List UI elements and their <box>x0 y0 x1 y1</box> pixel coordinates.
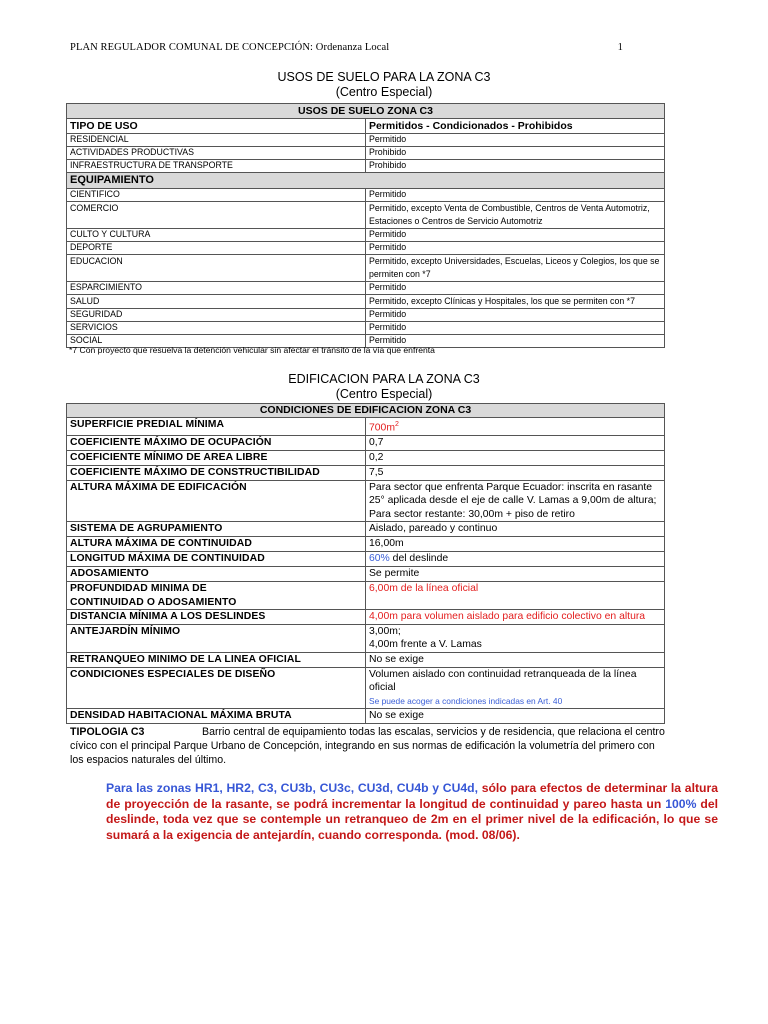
use-status: Permitido, excepto Venta de Combustible, Centros de Venta Automotriz, Estaciones o Centros de Servicio Automotriz <box>366 202 665 229</box>
note-percent: 100% <box>665 796 697 811</box>
page-header <box>70 42 623 53</box>
tipologia-label: TIPOLOGIA C3 <box>70 726 145 738</box>
row-label: ADOSAMIENTO <box>67 567 366 582</box>
table-row <box>67 229 665 242</box>
table-row <box>67 282 665 295</box>
section2-title: EDIFICACION PARA LA ZONA C3 <box>288 372 480 386</box>
use-type: SALUD <box>67 295 366 309</box>
use-type: COMERCIO <box>67 202 366 229</box>
row-value: Aislado, pareado y continuo <box>366 522 665 537</box>
use-type: EDUCACION <box>67 255 366 282</box>
page-number: 1 <box>617 42 623 53</box>
table-row <box>67 582 665 610</box>
use-status: Permitido <box>366 189 665 202</box>
table-row <box>67 450 665 465</box>
row-label: COEFICIENTE MÁXIMO DE OCUPACIÓN <box>67 435 366 450</box>
use-type: CIENTIFICO <box>67 189 366 202</box>
table-row <box>67 134 665 147</box>
row-value: $700m^2$ <box>366 418 665 436</box>
table-row <box>67 567 665 582</box>
table-row <box>67 322 665 335</box>
row-value: 60% del deslinde <box>366 552 665 567</box>
row-label: COEFICIENTE MÍNIMO DE AREA LIBRE <box>67 450 366 465</box>
row-label: ANTEJARDÍN MÍNIMO <box>67 624 366 652</box>
tipologia-paragraph <box>70 725 670 767</box>
modification-note <box>106 781 718 843</box>
section1-title: USOS DE SUELO PARA LA ZONA C3 <box>277 70 491 84</box>
table-row <box>67 202 665 229</box>
note-text-2: del deslinde, toda vez que se contemple un retranqueo de 2m en el primer nivel de la edificación, lo que se sumará a la exigencia de antejardín, cuando corresponda. (mod. 08/06). <box>106 796 718 842</box>
row-value: Se permite <box>366 567 665 582</box>
use-status: Permitido, excepto Clínicas y Hospitales, los que se permiten con *7 <box>366 295 665 309</box>
row-label: DENSIDAD HABITACIONAL MÁXIMA BRUTA <box>67 708 366 723</box>
row-value: 0,2 <box>366 450 665 465</box>
tipologia-text: Barrio central de equipamiento todas las escalas, servicios y de residencia, que relaciona el centro cívico con el principal Parque Urbano de Concepción, integrando en sus normas de edificación la volumetría del primero con los espacios naturales del último. <box>70 726 665 766</box>
table-row <box>67 465 665 480</box>
row-label: PROFUNDIDAD MINIMA DE CONTINUIDAD O ADOSAMIENTO <box>67 582 366 610</box>
use-status: Prohibido <box>366 160 665 173</box>
row-label: ALTURA MÁXIMA DE EDIFICACIÓN <box>67 480 366 521</box>
table-row <box>67 480 665 521</box>
table-row <box>67 418 665 436</box>
note-zones: Para las zonas HR1, HR2, C3, CU3b, CU3c, CU3d, CU4b y CU4d, <box>106 781 478 795</box>
use-status: Permitido <box>366 134 665 147</box>
table-row <box>67 189 665 202</box>
use-status: Permitido, excepto Universidades, Escuelas, Liceos y Colegios, los que se permiten con *7 <box>366 255 665 282</box>
table-row <box>67 242 665 255</box>
col-uso-header: Permitidos - Condicionados - Prohibidos <box>366 119 665 134</box>
table-row <box>67 309 665 322</box>
row-value: Para sector que enfrenta Parque Ecuador: inscrita en rasante 25° aplicada desde el eje de calle V. Lamas a 9,00m de altura; Para sector restante: 30,00m + piso de retiro <box>366 480 665 521</box>
table-row <box>67 255 665 282</box>
use-type: INFRAESTRUCTURA DE TRANSPORTE <box>67 160 366 173</box>
use-type: SOCIAL <box>67 335 366 348</box>
equipamiento-header: EQUIPAMIENTO <box>67 173 665 189</box>
row-label: LONGITUD MÁXIMA DE CONTINUIDAD <box>67 552 366 567</box>
row-value: 6,00m de la línea oficial <box>366 582 665 610</box>
use-type: CULTO Y CULTURA <box>67 229 366 242</box>
land-use-table-header: USOS DE SUELO ZONA C3 <box>67 104 665 119</box>
table-row <box>67 652 665 667</box>
row-value: No se exige <box>366 708 665 723</box>
row-value: 3,00m; 4,00m frente a V. Lamas <box>366 624 665 652</box>
use-type: SEGURIDAD <box>67 309 366 322</box>
use-type: RESIDENCIAL <box>67 134 366 147</box>
section2-subtitle: (Centro Especial) <box>335 387 433 401</box>
row-label: SUPERFICIE PREDIAL MÍNIMA <box>67 418 366 436</box>
use-type: SERVICIOS <box>67 322 366 335</box>
table-row <box>67 435 665 450</box>
table-row <box>67 667 665 708</box>
table-row <box>67 624 665 652</box>
use-status: Permitido <box>366 229 665 242</box>
use-status: Permitido <box>366 309 665 322</box>
row-value: 7,5 <box>366 465 665 480</box>
row-value: 0,7 <box>366 435 665 450</box>
table-row <box>67 147 665 160</box>
use-type: ESPARCIMIENTO <box>67 282 366 295</box>
use-type: ACTIVIDADES PRODUCTIVAS <box>67 147 366 160</box>
row-value: Volumen aislado con continuidad retranqueada de la línea oficial Se puede acoger a condiciones indicadas en Art. 40 <box>366 667 665 708</box>
land-use-table <box>66 103 665 348</box>
row-label: COEFICIENTE MÁXIMO DE CONSTRUCTIBILIDAD <box>67 465 366 480</box>
table-row <box>67 609 665 624</box>
use-status: Permitido <box>366 322 665 335</box>
row-label: SISTEMA DE AGRUPAMIENTO <box>67 522 366 537</box>
use-status: Permitido <box>366 242 665 255</box>
table-row <box>67 160 665 173</box>
building-conditions-table <box>66 403 665 724</box>
use-type: DEPORTE <box>67 242 366 255</box>
row-label: CONDICIONES ESPECIALES DE DISEÑO <box>67 667 366 708</box>
table-row <box>67 708 665 723</box>
header-title: PLAN REGULADOR COMUNAL DE CONCEPCIÓN: Ordenanza Local <box>70 42 390 53</box>
section1-subtitle: (Centro Especial) <box>335 85 433 99</box>
use-status: Prohibido <box>366 147 665 160</box>
building-table-header: CONDICIONES DE EDIFICACION ZONA C3 <box>67 404 665 418</box>
table-row <box>67 552 665 567</box>
table-row <box>67 295 665 309</box>
col-tipo-header: TIPO DE USO <box>67 119 366 134</box>
use-status: Permitido <box>366 335 665 348</box>
row-label: ALTURA MÁXIMA DE CONTINUIDAD <box>67 537 366 552</box>
row-value: 4,00m para volumen aislado para edificio colectivo en altura <box>366 609 665 624</box>
row-label: DISTANCIA MÍNIMA A LOS DESLINDES <box>67 609 366 624</box>
row-value: No se exige <box>366 652 665 667</box>
table-row <box>67 522 665 537</box>
row-value: 16,00m <box>366 537 665 552</box>
use-status: Permitido <box>366 282 665 295</box>
row-label: RETRANQUEO MINIMO DE LA LINEA OFICIAL <box>67 652 366 667</box>
table-row <box>67 537 665 552</box>
note-text-1: sólo para efectos de determinar la altura de proyección de la rasante, se podrá incrementar la longitud de continuidad y pareo hasta un <box>106 781 718 811</box>
footnote: *7 Con proyecto que resuelva la detención vehicular sin afectar el tránsito de la vía que enfrenta <box>69 345 435 355</box>
